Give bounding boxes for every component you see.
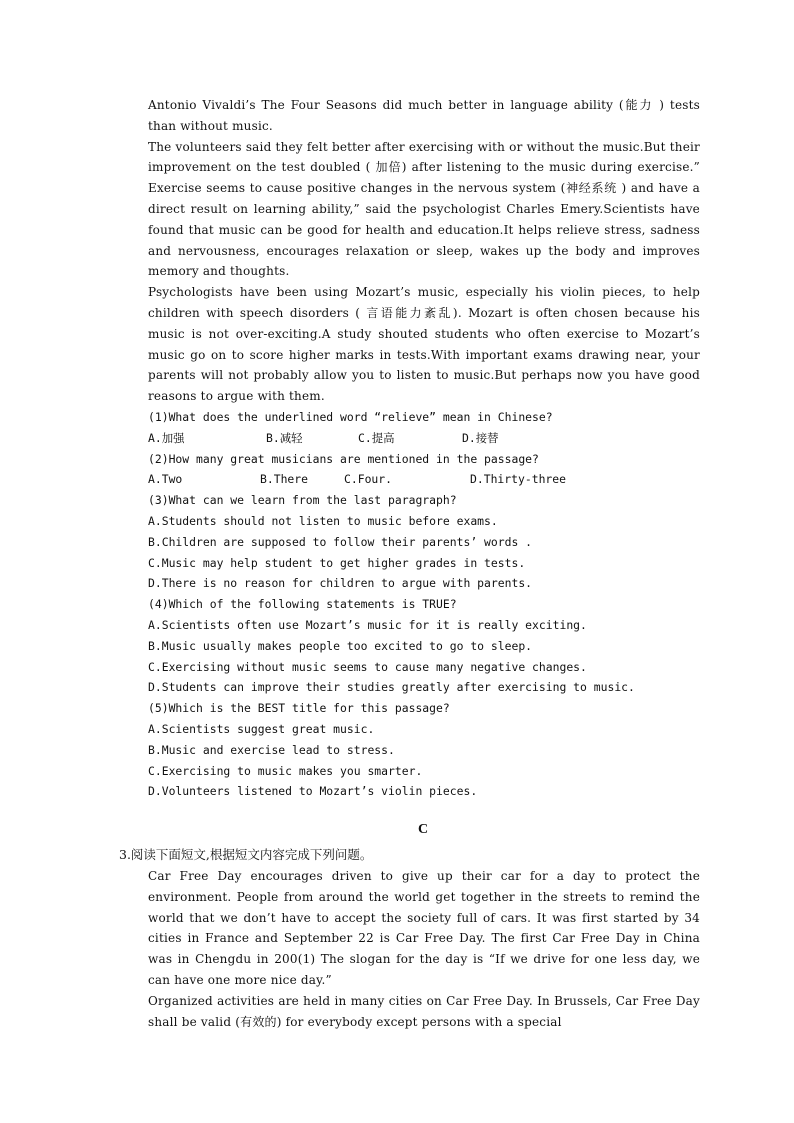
option: D.Volunteers listened to Mozart’s violin pieces. (148, 784, 478, 799)
option: C.Exercising without music seems to cause many negative changes. (148, 659, 587, 674)
option: D.There is no reason for children to argue with parents. (148, 576, 533, 591)
question-list (148, 407, 700, 802)
question-3-stem: (3)What can we learn from the last paragraph? (148, 493, 457, 508)
task-instruction: 3.阅读下面短文,根据短文内容完成下列问题。 (119, 847, 373, 862)
option: A.加强 (148, 430, 185, 445)
question-1-options (148, 428, 700, 449)
option: A.Scientists suggest great music. (148, 721, 375, 736)
option: D.Students can improve their studies greatly after exercising to music. (148, 680, 635, 695)
option: A.Students should not listen to music before exams. (148, 513, 498, 528)
option: C.提高 (358, 430, 395, 445)
option: B.减轻 (266, 430, 303, 445)
option: B.There (260, 472, 309, 487)
passage-b (148, 95, 700, 802)
passage-paragraph: The volunteers said they felt better after exercising with or without the music.But their improvement on the test doubled ( 加倍) after listening to the music during exercise.” Exercise seems to cause positive changes in the nervous system (神经系统 ) and have a direct result on learning ability,” said the psychologist Charles Emery.Scientists have found that music can be good for health and education.It helps relieve stress, sadness and nervousness, encourages relaxation or sleep, wakes up the body and improves memory and thoughts. (148, 139, 700, 279)
option: D.接替 (462, 430, 499, 445)
question-2-stem: (2)How many great musicians are mentioned in the passage? (148, 451, 539, 466)
option: A.Scientists often use Mozart’s music for it is really exciting. (148, 617, 587, 632)
question-2-options (148, 469, 700, 490)
question-4-stem: (4)Which of the following statements is TRUE? (148, 597, 457, 612)
passage-paragraph: Car Free Day encourages driven to give up their car for a day to protect the environment. People from around the world get together in the streets to remind the world that we don’t have to accept the society full of cars. It was first started by 34 cities in France and September 22 is Car Free Day. The first Car Free Day in China was in Chengdu in 200(1) The slogan for the day is “If we drive for one less day, we can have one more nice day.” (148, 869, 700, 987)
passage-c (148, 866, 700, 1032)
question-1-stem: (1)What does the underlined word “relieve” mean in Chinese? (148, 409, 553, 424)
passage-paragraph: Organized activities are held in many cities on Car Free Day. In Brussels, Car Free Day shall be valid (有效的) for everybody except persons with a special (148, 993, 700, 1029)
option: C.Exercising to music makes you smarter. (148, 763, 423, 778)
option: C.Four. (344, 472, 393, 487)
question-5-stem: (5)Which is the BEST title for this passage? (148, 701, 450, 716)
option: B.Music usually makes people too excited to go to sleep. (148, 638, 533, 653)
option: D.Thirty-three (470, 472, 567, 487)
option: B.Music and exercise lead to stress. (148, 742, 395, 757)
option: C.Music may help student to get higher grades in tests. (148, 555, 526, 570)
option: A.Two (148, 472, 183, 487)
section-heading: C (417, 822, 429, 837)
option: B.Children are supposed to follow their parents’ words . (148, 534, 533, 549)
passage-paragraph: Psychologists have been using Mozart’s music, especially his violin pieces, to help children with speech disorders ( 言语能力紊乱). Mozart is often chosen because his music is not over-exciting.A study shouted students who often exercise to Mozart’s music go on to score higher marks in tests.With important exams drawing near, your parents will not probably allow you to listen to music.But perhaps now you have good reasons to argue with them. (148, 285, 700, 404)
passage-paragraph: Antonio Vivaldi’s The Four Seasons did much better in language ability (能力 ) tests than without music. (148, 98, 700, 133)
